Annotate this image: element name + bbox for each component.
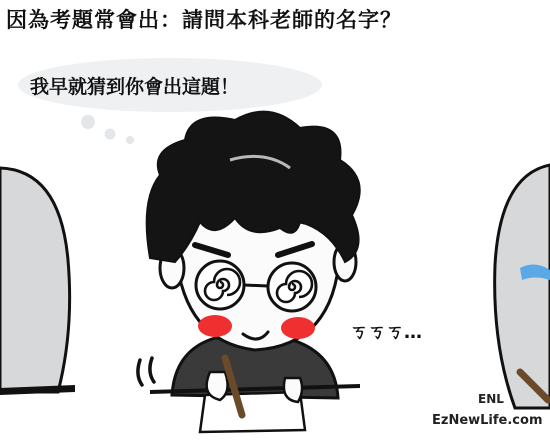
thought-dot-large xyxy=(81,115,95,129)
boy-left-blush xyxy=(198,315,232,337)
thought-dot-small xyxy=(126,136,134,144)
left-student-silhouette xyxy=(0,168,70,392)
glasses-left-lens xyxy=(196,261,244,309)
glasses-bridge xyxy=(244,285,268,286)
caption-title: 因為考題常會出：請問本科老師的名字？ xyxy=(6,8,402,32)
left-hand xyxy=(207,372,228,400)
sound-effect-text: ㄎㄎㄎ… xyxy=(350,322,422,343)
glasses-right-lens xyxy=(268,263,316,311)
credit-site: EzNewLife.com xyxy=(432,413,543,428)
boy-right-blush xyxy=(281,317,315,339)
motion-mark-1 xyxy=(138,360,142,385)
credit-tag: ENL xyxy=(478,392,504,406)
thought-dot-medium xyxy=(105,129,116,140)
motion-mark-2 xyxy=(150,358,154,382)
thought-bubble-text: 我早就猜到你會出這題！ xyxy=(30,76,240,98)
